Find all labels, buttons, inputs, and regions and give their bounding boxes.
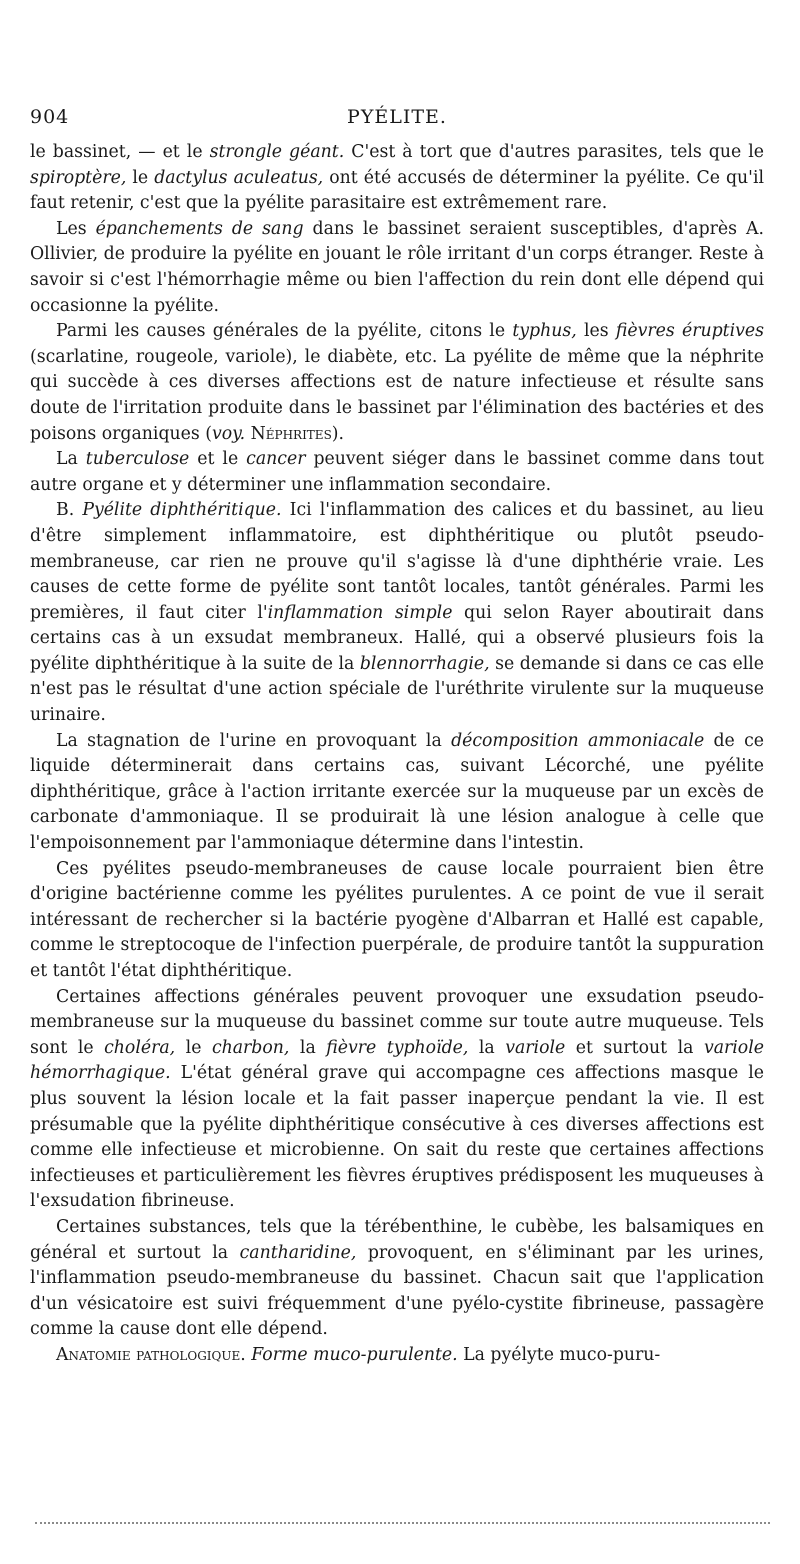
paragraph [30, 1215, 764, 1343]
italic-text: voy. [211, 423, 246, 444]
text-segment: La [56, 449, 86, 470]
paragraph [30, 498, 764, 728]
italic-text: dactylus aculeatus, [154, 167, 324, 188]
text-segment: la [468, 1037, 506, 1058]
text-segment: et surtout la [565, 1037, 704, 1058]
page-number: 904 [30, 106, 70, 128]
text-segment: L'état général grave qui accompagne ces affections masque le plus souvent la lésion locale et la fait passer inaperçue pendant la vie. Il est présumable que la pyélite diphthéritique consécutive à ces diverses affections est comme elle infectieuse et microbienne. On sait du reste que certaines affections infectieuses et particulièrement les fièvres éruptives prédisposent les muqueuses à l'exsudation fibrineuse. [30, 1063, 764, 1212]
text-segment: le [175, 1037, 212, 1058]
text-segment: ont été accusés de déterminer la pyélite. Ce qu'il faut retenir, c'est que la pyélite parasitaire est extrêmement rare. [30, 167, 764, 214]
italic-text: Forme muco-purulente. [251, 1344, 458, 1365]
text-segment: qui selon Rayer aboutirait dans certains cas à un exsudat membraneux. Hallé, qui a observé plusieurs fois la pyélite diphthéritique à la suite de la [30, 602, 764, 674]
footer-dotted-rule [35, 1522, 770, 1526]
italic-text: fièvre typhoïde, [326, 1037, 469, 1058]
book-page [30, 0, 764, 1564]
running-title: PYÉLITE. [347, 106, 447, 128]
text-segment: Certaines substances, tels que la térébenthine, le cubèbe, les balsamiques en général et surtout la [30, 1216, 764, 1263]
italic-text: inflammation simple [267, 602, 453, 623]
text-segment: (scarlatine, rougeole, variole), le diabète, etc. La pyélite de même que la néphrite qui succède à ces diverses affections est de nature infectieuse et résulte sans doute de l'irritation produite dans le bassinet par l'élimination des bactéries et des poisons organiques ( [30, 346, 764, 444]
italic-text: tuberculose [85, 449, 190, 470]
italic-text: typhus, [512, 321, 577, 342]
italic-text: Pyélite diphthéritique. [82, 500, 282, 521]
text-segment: provoquent, en s'éliminant par les urines, l'inflammation pseudo-membraneuse du bassinet. Chacun sait que l'application d'un vésicatoire est suivi fréquemment d'une pyélo-cystite fibrineuse, passagère comme la cause dont elle dépend. [30, 1242, 764, 1340]
italic-text: fièvres éruptives [615, 321, 764, 342]
text-segment: Ici l'inflammation des calices et du bassinet, au lieu d'être simplement inflammatoire, est diphthéritique ou plutôt pseudo-membraneuse, car rien ne prouve qu'il s'agisse là d'une diphthérie vraie. Les causes de cette forme de pyélite sont tantôt locales, tantôt générales. Parmi les premières, il faut citer l' [30, 500, 765, 623]
paragraph [30, 985, 764, 1215]
text-segment: Ces pyélites pseudo-membraneuses de cause locale pourraient bien être d'origine bactérienne comme les pyélites purulentes. A ce point de vue il serait intéressant de rechercher si la bactérie pyogène d'Albarran et Hallé est capable, comme le streptocoque de l'infection puerpérale, de produire tantôt la suppuration et tantôt l'état diphthéritique. [30, 858, 764, 981]
small-caps-text: Anatomie pathologique. [56, 1344, 246, 1365]
text-segment: B. [56, 500, 83, 521]
paragraph [30, 1343, 764, 1369]
text-segment: La stagnation de l'urine en provoquant la [56, 730, 452, 751]
italic-text: charbon, [211, 1037, 290, 1058]
text-segment: la [289, 1037, 327, 1058]
text-segment: le bassinet, — et le [30, 142, 210, 162]
paragraph [30, 447, 764, 498]
text-segment: les [576, 321, 616, 342]
italic-text: cantharidine, [239, 1242, 357, 1263]
italic-text: variole [505, 1037, 566, 1058]
italic-text: cancer [246, 449, 306, 470]
text-segment: se demande si dans ce cas elle n'est pas le résultat d'une action spéciale de l'uréthrite virulente sur la muqueuse urinaire. [30, 653, 764, 726]
text-segment: Certaines affections générales peuvent provoquer une exsudation pseudo-membraneuse sur la muqueuse du bassinet comme sur toute autre muqueuse. Tels sont le [30, 986, 764, 1058]
text-segment: La pyélyte muco-puru- [457, 1344, 661, 1365]
italic-text: variole hémorrhagique. [30, 1037, 764, 1084]
text-segment: le [126, 167, 155, 188]
text-segment: peuvent siéger dans le bassinet comme dans tout autre organe et y déterminer une inflammation secondaire. [30, 449, 764, 495]
text-segment: Parmi les causes générales de la pyélite, citons le [56, 321, 513, 342]
italic-text: choléra, [104, 1037, 176, 1058]
paragraph [30, 319, 764, 447]
text-segment: ). [331, 423, 345, 444]
text-segment: C'est à tort que d'autres parasites, tels que le [344, 142, 765, 162]
text-segment: Les [56, 218, 96, 239]
italic-text: spiroptère, [30, 167, 127, 188]
small-caps-text: Néphrites [250, 423, 332, 444]
text-segment: dans le bassinet seraient susceptibles, d'après A. Ollivier, de produire la pyélite en jouant le rôle irritant d'un corps étranger. Reste à savoir si c'est l'hémorrhagie même ou bien l'affection du rein dont elle dépend qui occasionne la pyélite. [30, 218, 764, 316]
italic-text: épanchements de sang [95, 218, 304, 239]
italic-text: strongle géant. [209, 142, 345, 162]
paragraph [30, 140, 764, 217]
paragraph [30, 857, 764, 985]
italic-text: décomposition ammoniacale [451, 730, 705, 751]
paragraph [30, 217, 764, 319]
paragraph [30, 729, 764, 857]
page-header [30, 106, 764, 132]
text-segment: de ce liquide déterminerait dans certains cas, suivant Lécorché, une pyélite diphthéritique, grâce à l'action irritante exercée sur la muqueuse par un excès de carbonate d'ammoniaque. Il se produirait là une lésion analogue à celle que l'empoisonnement par l'ammoniaque détermine dans l'intestin. [30, 730, 765, 854]
body-text [30, 140, 764, 1369]
italic-text: blennorrhagie, [359, 653, 490, 674]
text-segment: et le [189, 449, 247, 470]
